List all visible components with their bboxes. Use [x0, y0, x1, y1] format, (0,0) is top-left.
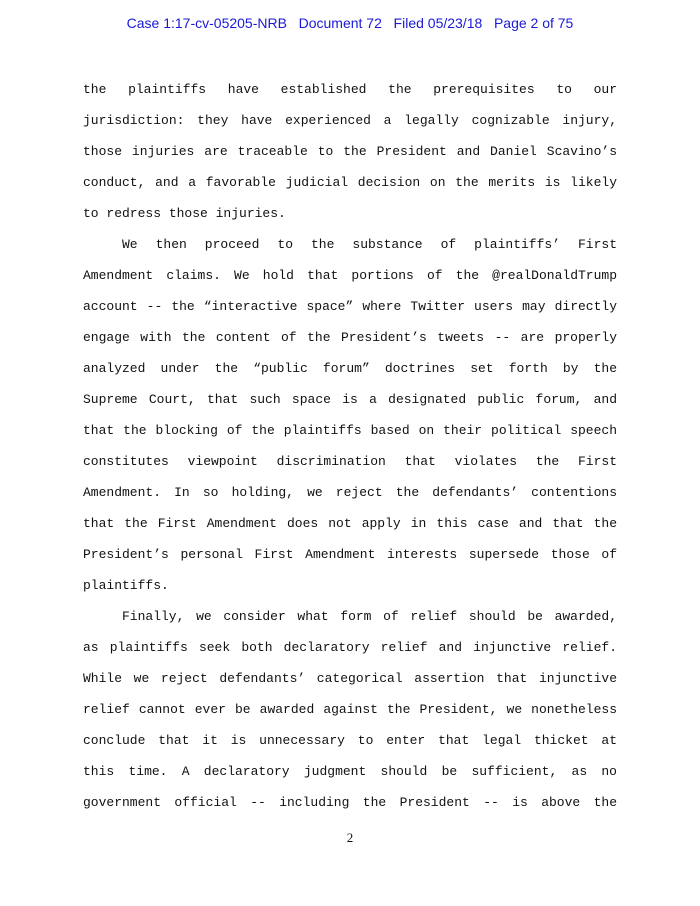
body-line: those injuries are traceable to the President and Daniel Scavino’s	[83, 144, 617, 159]
body-line: engage with the content of the President’s tweets -- are properly	[83, 330, 617, 345]
body-line: Finally, we consider what form of relief should be awarded,	[122, 609, 617, 624]
body-line: analyzed under the “public forum” doctrines set forth by the	[83, 361, 617, 376]
body-line: We then proceed to the substance of plaintiffs’ First	[122, 237, 617, 252]
body-line: plaintiffs.	[83, 578, 169, 593]
body-line: that the First Amendment does not apply in this case and that the	[83, 516, 617, 531]
body-line: Amendment claims. We hold that portions of the @realDonaldTrump	[83, 268, 617, 283]
body-line: the plaintiffs have established the prerequisites to our	[83, 82, 617, 97]
body-line: that the blocking of the plaintiffs based on their political speech	[83, 423, 617, 438]
body-line: to redress those injuries.	[83, 206, 286, 221]
body-line: Supreme Court, that such space is a designated public forum, and	[83, 392, 617, 407]
body-line: Amendment. In so holding, we reject the defendants’ contentions	[83, 485, 617, 500]
body-line: President’s personal First Amendment interests supersede those of	[83, 547, 617, 562]
body-line: jurisdiction: they have experienced a legally cognizable injury,	[83, 113, 617, 128]
body-line: account -- the “interactive space” where Twitter users may directly	[83, 299, 617, 314]
body-line: While we reject defendants’ categorical assertion that injunctive	[83, 671, 617, 686]
document-body	[83, 74, 617, 818]
body-line: government official -- including the President -- is above the	[83, 795, 617, 810]
body-line: conduct, and a favorable judicial decision on the merits is likely	[83, 175, 617, 190]
body-line: relief cannot ever be awarded against the President, we nonetheless	[83, 702, 617, 717]
case-header-stamp: Case 1:17-cv-05205-NRB Document 72 Filed 05/23/18 Page 2 of 75	[126, 15, 574, 31]
body-line: this time. A declaratory judgment should be sufficient, as no	[83, 764, 617, 779]
body-line: constitutes viewpoint discrimination that violates the First	[83, 454, 617, 469]
body-line: conclude that it is unnecessary to enter that legal thicket at	[83, 733, 617, 748]
page-number: 2	[346, 830, 354, 845]
body-line: as plaintiffs seek both declaratory relief and injunctive relief.	[83, 640, 617, 655]
